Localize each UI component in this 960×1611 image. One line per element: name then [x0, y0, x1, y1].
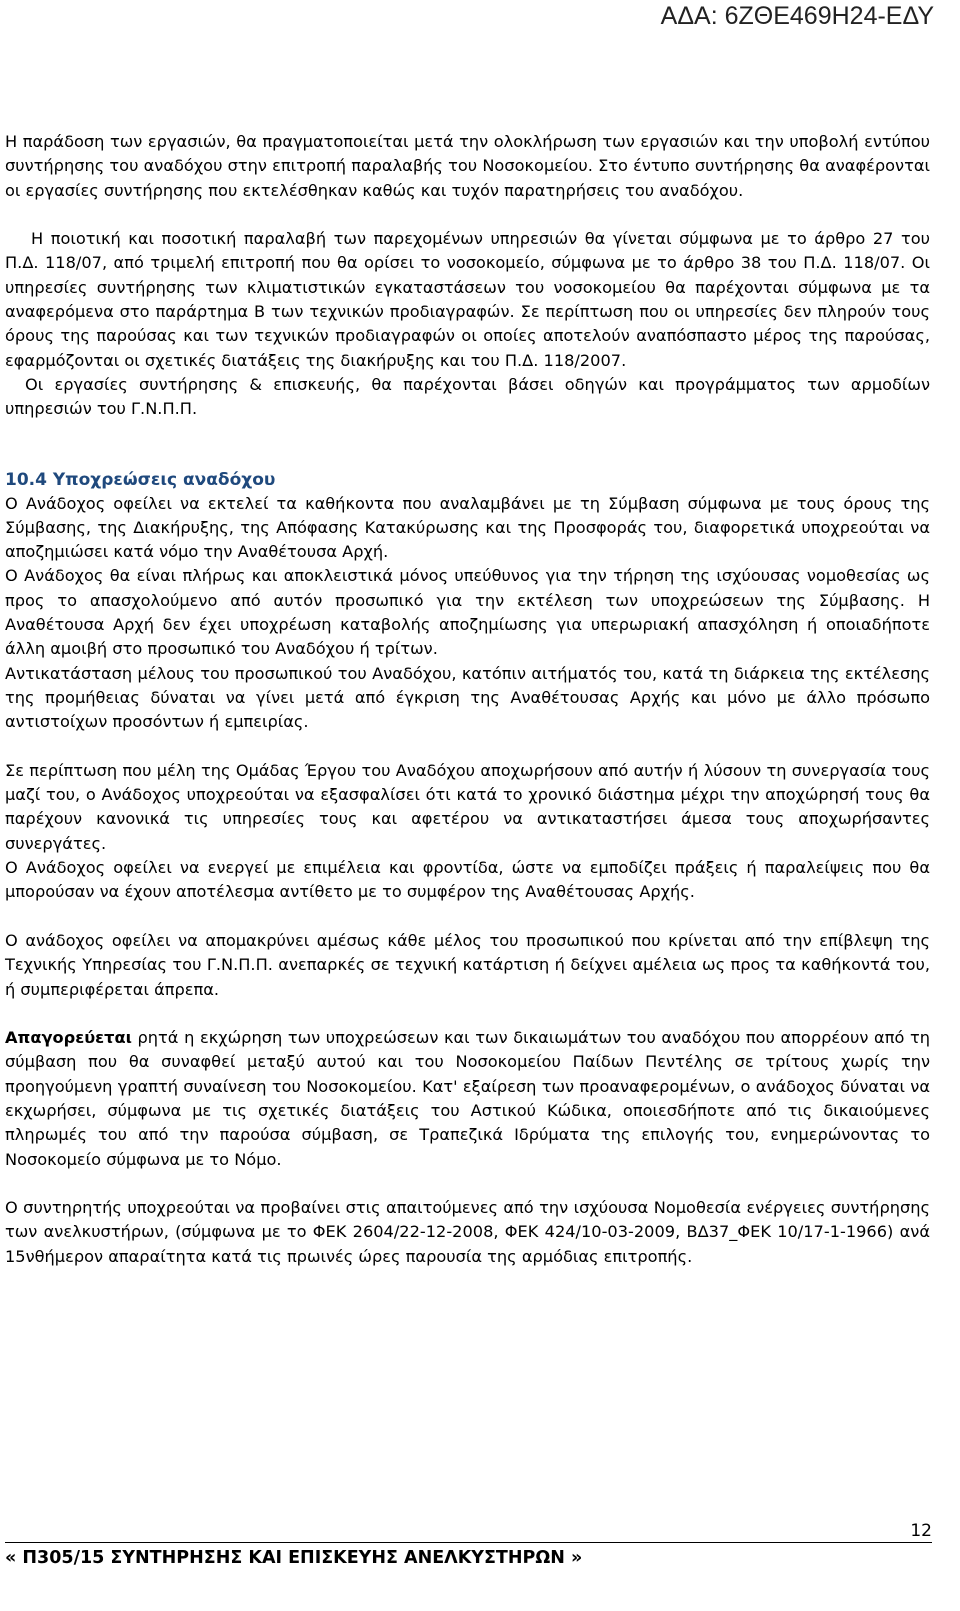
paragraph-replacement: Αντικατάσταση μέλους του προσωπικού του Αναδόχου, κατόπιν αιτήματός του, κατά τη διάρκεια της εκτέλεσης της προμήθειας δύναται να γίνει μετά από έγκριση της Αναθέτουσας Αρχής και μόνο με άλλο πρόσωπο αντιστοίχων προσόντων ή εμπειρίας. — [5, 663, 930, 732]
document-body — [5, 130, 930, 1269]
paragraph-maintenance-works: Οι εργασίες συντήρησης & επισκευής, θα παρέχονται βάσει οδηγών και προγράμματος των αρμοδίων υπηρεσιών του Γ.Ν.Π.Π. — [5, 374, 930, 419]
footer-title: « Π305/15 ΣΥΝΤΗΡΗΣΗΣ ΚΑΙ ΕΠΙΣΚΕΥΗΣ ΑΝΕΛΚΥΣΤΗΡΩΝ » — [5, 1548, 583, 1568]
paragraph-maintainer: Ο συντηρητής υποχρεούται να προβαίνει στις απαιτούμενες από την ισχύουσα Νομοθεσία ενέργειες συντήρησης των ανελκυστήρων, (σύμφωνα με το ΦΕΚ 2604/22-12-2008, ΦΕΚ 424/10-03-2009, ΒΔ37_ΦΕΚ 10/17-1-1966) ανά 15νθήμερον απαραίτητα κατά τις πρωινές ώρες παρουσία της αρμόδιας επιτροπής. — [5, 1198, 930, 1266]
page-number: 12 — [910, 1521, 932, 1541]
paragraph-obligations: Ο Ανάδοχος οφείλει να εκτελεί τα καθήκοντα που αναλαμβάνει με τη Σύμβαση σύμφωνα με τους όρους της Σύμβασης, της Διακήρυξης, της Απόφασης Κατακύρωσης και της Προσφοράς του, διαφορετικά υποχρεούται να αποζημιώσει κατά νόμο την Αναθέτουσα Αρχή. — [5, 493, 930, 562]
prohibition-text: ρητά η εκχώρηση των υποχρεώσεων και των δικαιωμάτων του αναδόχου που απορρέουν από τη σύμβαση που θα συναφθεί μεταξύ αυτού και του Νοσοκομείου Παίδων Πεντέλης σε τρίτους χωρίς την προηγούμενη γραπτή συναίνεση του Νοσοκομείου. Κατ' εξαίρεση των προαναφερομένων, ο ανάδοχος δύναται να εκχωρήσει, σύμφωνα με τις σχετικές διατάξεις του Αστικού Κώδικα, οποιεσδήποτε από τις δικαιούμενες πληρωμές του από την παρούσα σύμβαση, σε Τραπεζικά Ιδρύματα της επιλογής του, ενημερώνοντας το Νοσοκομείο σύμφωνα με το Νόμο. — [5, 1028, 930, 1169]
section-title: 10.4 Υποχρεώσεις αναδόχου — [5, 469, 276, 490]
prohibition-bold: Απαγορεύεται — [5, 1028, 132, 1048]
footer-divider — [5, 1542, 932, 1543]
paragraph-diligence: Ο Ανάδοχος οφείλει να ενεργεί με επιμέλεια και φροντίδα, ώστε να εμποδίζει πράξεις ή παραλείψεις που θα μπορούσαν να έχουν αποτέλεσμα αντίθετο με το συμφέρον της Αναθέτουσας Αρχής. — [5, 858, 930, 902]
paragraph-team-departure: Σε περίπτωση που μέλη της Ομάδας Έργου του Αναδόχου αποχωρήσουν από αυτήν ή λύσουν τη συνεργασία τους μαζί του, ο Ανάδοχος υποχρεούται να εξασφαλίσει ότι κατά το χρονικό διάστημα μέχρι την αποχώρησή τους θα παρέχουν κανονικά τις υπηρεσίες τους και αφετέρου να αντικαταστήσει άμεσα τους αποχωρήσαντες συνεργάτες. — [5, 760, 930, 853]
paragraph-responsibility: Ο Ανάδοχος θα είναι πλήρως και αποκλειστικά μόνος υπεύθυνος για την τήρηση της ισχύουσας νομοθεσίας ως προς το απασχολούμενο από αυτόν προσωπικό για την εκτέλεση των υποχρεώσεων της Σύμβασης. Η Αναθέτουσα Αρχή δεν έχει υποχρέωση καταβολής αποζημίωσης για υπερωριακή απασχόληση ή οποιαδήποτε άλλη αμοιβή στο προσωπικό του Αναδόχου ή τρίτων. — [5, 566, 930, 659]
paragraph-removal: Ο ανάδοχος οφείλει να απομακρύνει αμέσως κάθε μέλος του προσωπικού που κρίνεται από την επίβλεψη της Τεχνικής Υπηρεσίας του Γ.Ν.Π.Π. ανεπαρκές σε τεχνική κατάρτιση ή δείχνει αμέλεια ως προς τα καθήκοντά του, ή συμπεριφέρεται άπρεπα. — [5, 930, 930, 999]
paragraph-prohibition — [5, 1026, 930, 1172]
ada-code: ΑΔΑ: 6ΖΘΕ469Η24-ΕΔΥ — [660, 2, 934, 30]
paragraph-delivery: Η παράδοση των εργασιών, θα πραγματοποιείται μετά την ολοκλήρωση των εργασιών και την υποβολή εντύπου συντήρησης του αναδόχου στην επιτροπή παραλαβής του Νοσοκομείου. Στο έντυπο συντήρησης θα αναφέρονται οι εργασίες συντήρησης που εκτελέσθηκαν καθώς και τυχόν παρατηρήσεις του αναδόχου. — [5, 132, 930, 200]
paragraph-acceptance: Η ποιοτική και ποσοτική παραλαβή των παρεχομένων υπηρεσιών θα γίνεται σύμφωνα με το άρθρο 27 του Π.Δ. 118/07, από τριμελή επιτροπή που θα ορίσει το νοσοκομείο, σύμφωνα με το άρθρο 38 του Π.Δ. 118/07. Οι υπηρεσίες συντήρησης των κλιματιστικών εγκαταστάσεων του νοσοκομείου θα παρέχονται σύμφωνα με τα αναφερόμενα στο παράρτημα Β των τεχνικών προδιαγραφών. Σε περίπτωση που οι υπηρεσίες δεν πληρούν τους όρους της παρούσας και των τεχνικών προδιαγραφών οι οποίες αποτελούν αναπόσπαστο μέρος της παρούσας, εφαρμόζονται οι σχετικές διατάξεις της διακήρυξης και του Π.Δ. 118/2007. — [5, 229, 930, 370]
